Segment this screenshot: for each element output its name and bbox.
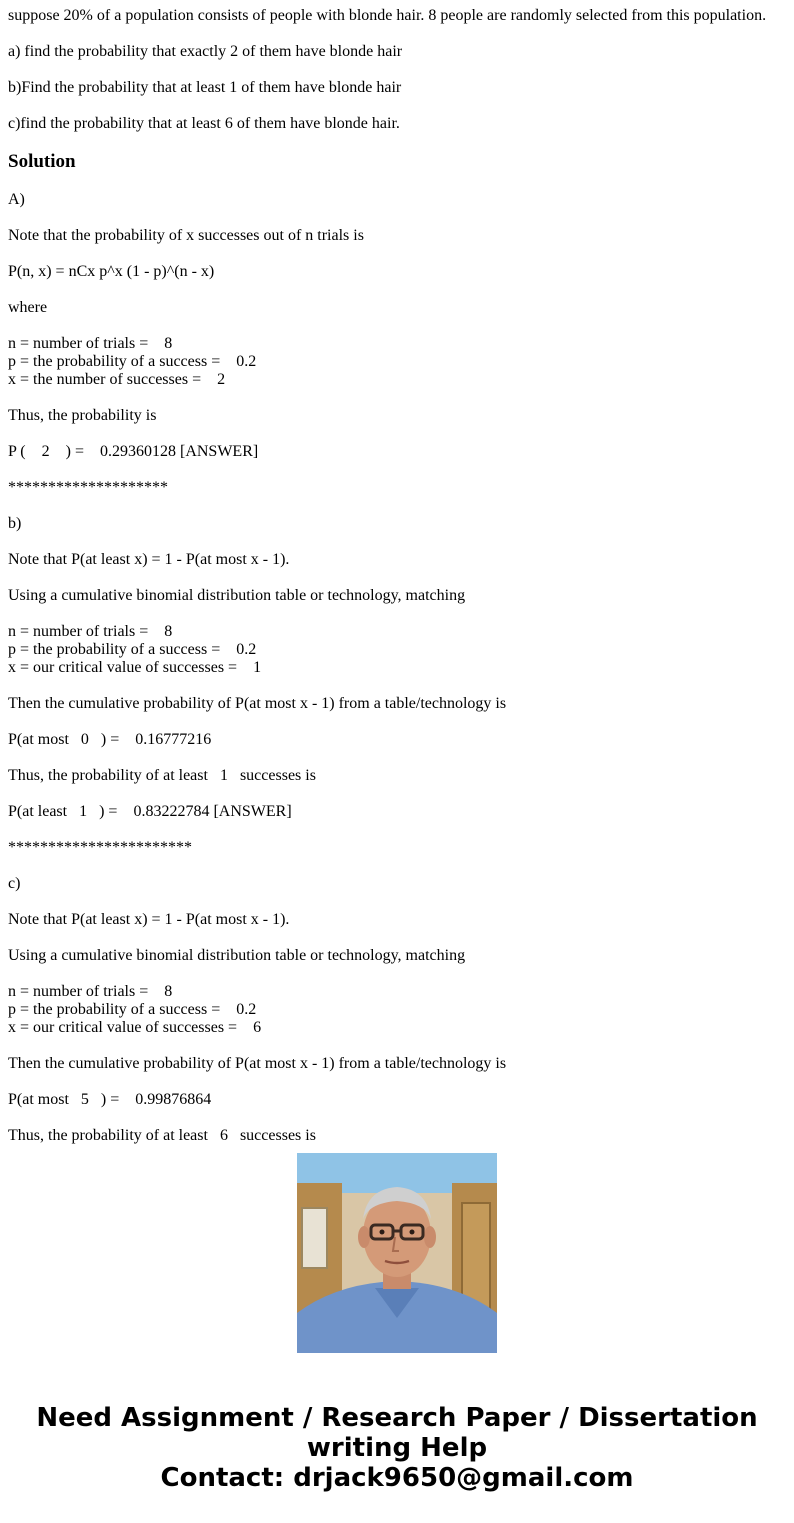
avatar-illustration — [297, 1153, 497, 1353]
solution-heading: Solution — [8, 151, 76, 172]
part-b-thus: Thus, the probability of at least 1 successes is — [8, 767, 316, 784]
part-a-n-line: n = number of trials = 8 — [8, 335, 173, 352]
part-c-n-line: n = number of trials = 8 — [8, 983, 173, 1000]
part-b-x-line: x = our critical value of successes = 1 — [8, 659, 262, 676]
part-b-note: Note that P(at least x) = 1 - P(at most x - 1). — [8, 551, 290, 568]
question-part-b: b)Find the probability that at least 1 of them have blonde hair — [8, 79, 402, 96]
part-b-cumulative: P(at most 0 ) = 0.16777216 — [8, 731, 212, 748]
tutor-photo-icon — [297, 1153, 497, 1353]
part-a-note: Note that the probability of x successes out of n trials is — [8, 227, 364, 244]
part-a-formula: P(n, x) = nCx p^x (1 - p)^(n - x) — [8, 263, 215, 280]
part-a-where: where — [8, 299, 48, 316]
part-a-p-line: p = the probability of a success = 0.2 — [8, 353, 257, 370]
part-c-x-line: x = our critical value of successes = 6 — [8, 1019, 262, 1036]
part-c-note: Note that P(at least x) = 1 - P(at most x - 1). — [8, 911, 290, 928]
part-a-x-line: x = the number of successes = 2 — [8, 371, 226, 388]
part-c-using: Using a cumulative binomial distribution table or technology, matching — [8, 947, 466, 964]
solution-document — [8, 0, 788, 1144]
question-intro: suppose 20% of a population consists of people with blonde hair. 8 people are randomly selected from this population. — [8, 7, 767, 24]
part-b-n-line: n = number of trials = 8 — [8, 623, 173, 640]
part-b-using: Using a cumulative binomial distribution table or technology, matching — [8, 587, 466, 604]
part-b-label: b) — [8, 515, 22, 532]
part-b-then: Then the cumulative probability of P(at most x - 1) from a table/technology is — [8, 695, 507, 712]
question-part-c: c)find the probability that at least 6 of them have blonde hair. — [8, 115, 400, 132]
part-b-separator: *********************** — [8, 839, 192, 856]
part-b-p-line: p = the probability of a success = 0.2 — [8, 641, 257, 658]
part-a-result: P ( 2 ) = 0.29360128 [ANSWER] — [8, 443, 259, 460]
part-a-thus: Thus, the probability is — [8, 407, 157, 424]
part-a-label: A) — [8, 191, 25, 208]
part-c-thus: Thus, the probability of at least 6 successes is — [8, 1127, 316, 1144]
banner-line-2: writing Help — [306, 1433, 488, 1463]
part-c-label: c) — [8, 875, 21, 892]
part-c-then: Then the cumulative probability of P(at most x - 1) from a table/technology is — [8, 1055, 507, 1072]
contact-banner — [0, 1403, 794, 1493]
banner-line-1: Need Assignment / Research Paper / Dissertation — [36, 1403, 758, 1433]
question-part-a: a) find the probability that exactly 2 of them have blonde hair — [8, 43, 403, 60]
part-a-separator: ******************** — [8, 479, 168, 496]
banner-contact-email: Contact: drjack9650@gmail.com — [160, 1463, 634, 1493]
part-c-p-line: p = the probability of a success = 0.2 — [8, 1001, 257, 1018]
part-c-cumulative: P(at most 5 ) = 0.99876864 — [8, 1091, 212, 1108]
part-b-result: P(at least 1 ) = 0.83222784 [ANSWER] — [8, 803, 292, 820]
